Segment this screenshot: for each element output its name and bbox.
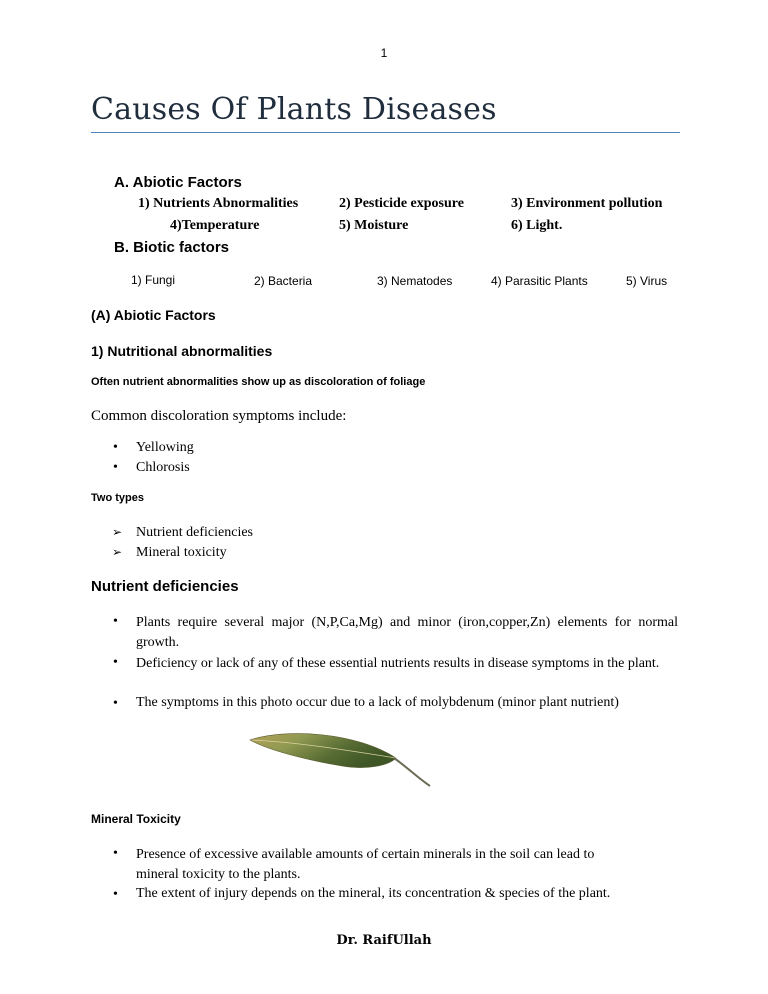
outline-a-item-2: 2) Pesticide exposure bbox=[339, 196, 464, 211]
outline-b-item-2: 2) Bacteria bbox=[254, 274, 313, 288]
outline-a-item-3: 3) Environment pollution bbox=[511, 196, 663, 211]
bullet-icon: • bbox=[113, 614, 118, 629]
deficiency-point: Plants require several major (N,P,Ca,Mg) and minor (iron,copper,Zn) elements for normal growth. bbox=[136, 615, 678, 650]
outline-a-item-5: 5) Moisture bbox=[339, 218, 409, 233]
symptom-item: Chlorosis bbox=[136, 460, 190, 475]
two-types-label: Two types bbox=[91, 492, 144, 504]
outline-a-item-6: 6) Light. bbox=[511, 218, 563, 233]
page-title: Causes Of Plants Diseases bbox=[91, 92, 497, 127]
type-item: Nutrient deficiencies bbox=[136, 525, 254, 540]
deficiencies-heading: Nutrient deficiencies bbox=[91, 578, 239, 595]
footer-author: Dr. RaifUllah bbox=[336, 933, 432, 948]
title-divider bbox=[91, 132, 680, 133]
nutritional-intro: Often nutrient abnormalities show up as discoloration of foliage bbox=[91, 376, 426, 388]
bullet-icon: • bbox=[113, 440, 118, 455]
arrow-bullet-icon: ➢ bbox=[112, 545, 123, 559]
bullet-icon: • bbox=[113, 846, 118, 861]
bullet-icon: • bbox=[113, 887, 118, 902]
outline-b-item-5: 5) Virus bbox=[626, 274, 668, 288]
outline-a-heading: A. Abiotic Factors bbox=[114, 174, 242, 191]
toxicity-point: Presence of excessive available amounts of certain minerals in the soil can lead to mineral toxicity to the plants. bbox=[136, 847, 595, 882]
symptom-item: Yellowing bbox=[136, 440, 194, 455]
outline-b-item-3: 3) Nematodes bbox=[377, 274, 453, 288]
arrow-bullet-icon: ➢ bbox=[112, 525, 123, 539]
section-a-heading: (A) Abiotic Factors bbox=[91, 307, 216, 323]
bullet-icon: • bbox=[113, 655, 118, 670]
toxicity-heading: Mineral Toxicity bbox=[91, 812, 181, 826]
outline-a-item-4: 4)Temperature bbox=[170, 218, 260, 233]
outline-b-item-4: 4) Parasitic Plants bbox=[491, 274, 588, 288]
page-number: 1 bbox=[380, 46, 388, 60]
type-item: Mineral toxicity bbox=[136, 545, 227, 560]
symptoms-intro: Common discoloration symptoms include: bbox=[91, 408, 347, 424]
outline-a-item-1: 1) Nutrients Abnormalities bbox=[138, 196, 299, 211]
toxicity-point: The extent of injury depends on the mineral, its concentration & species of the plant. bbox=[136, 886, 611, 901]
deficiency-point: The symptoms in this photo occur due to a lack of molybdenum (minor plant nutrient) bbox=[136, 695, 619, 710]
bullet-icon: • bbox=[113, 460, 118, 475]
outline-b-heading: B. Biotic factors bbox=[114, 239, 230, 256]
outline-b-item-1: 1) Fungi bbox=[131, 273, 176, 287]
bullet-icon: • bbox=[113, 696, 118, 711]
deficiency-point: Deficiency or lack of any of these essential nutrients results in disease symptoms in the plant. bbox=[136, 656, 660, 671]
leaf-image bbox=[246, 728, 436, 790]
nutritional-heading: 1) Nutritional abnormalities bbox=[91, 343, 273, 359]
